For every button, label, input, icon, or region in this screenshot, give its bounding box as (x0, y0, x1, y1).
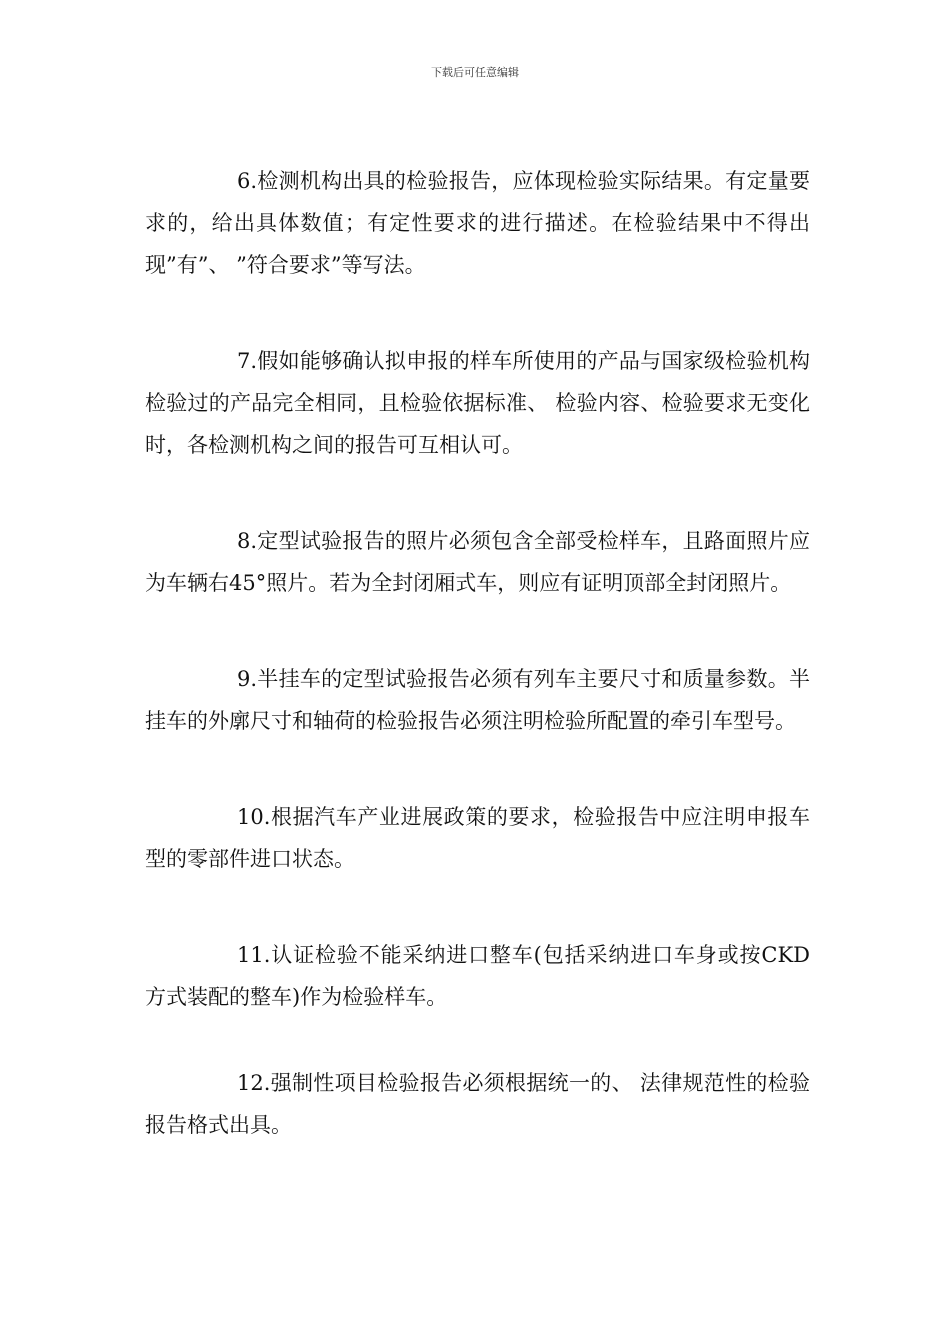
paragraph-item-6: 6.检测机构出具的检验报告，应体现检验实际结果。有定量要求的，给出具体数值；有定性要求的进行描述。在检验结果中不得出现”有”、 ”符合要求”等写法。 (145, 169, 810, 277)
document-body (145, 160, 810, 1190)
paragraph-item-7: 7.假如能够确认拟申报的样车所使用的产品与国家级检验机构检验过的产品完全相同，且检验依据标准、 检验内容、检验要求无变化时，各检测机构之间的报告可互相认可。 (145, 349, 810, 457)
paragraph-item-10: 10.根据汽车产业进展政策的要求，检验报告中应注明申报车型的零部件进口状态。 (145, 805, 810, 871)
paragraph-item-9: 9.半挂车的定型试验报告必须有列车主要尺寸和质量参数。半挂车的外廓尺寸和轴荷的检验报告必须注明检验所配置的牵引车型号。 (145, 667, 810, 733)
paragraph-item-12: 12.强制性项目检验报告必须根据统一的、 法律规范性的检验报告格式出具。 (145, 1071, 810, 1137)
paragraph-item-11: 11.认证检验不能采纳进口整车(包括采纳进口车身或按CKD方式装配的整车)作为检验样车。 (145, 943, 810, 1009)
page-header: 下载后可任意编辑 (431, 66, 519, 79)
paragraph-item-8: 8.定型试验报告的照片必须包含全部受检样车，且路面照片应为车辆右45°照片。若为全封闭厢式车，则应有证明顶部全封闭照片。 (145, 529, 810, 595)
